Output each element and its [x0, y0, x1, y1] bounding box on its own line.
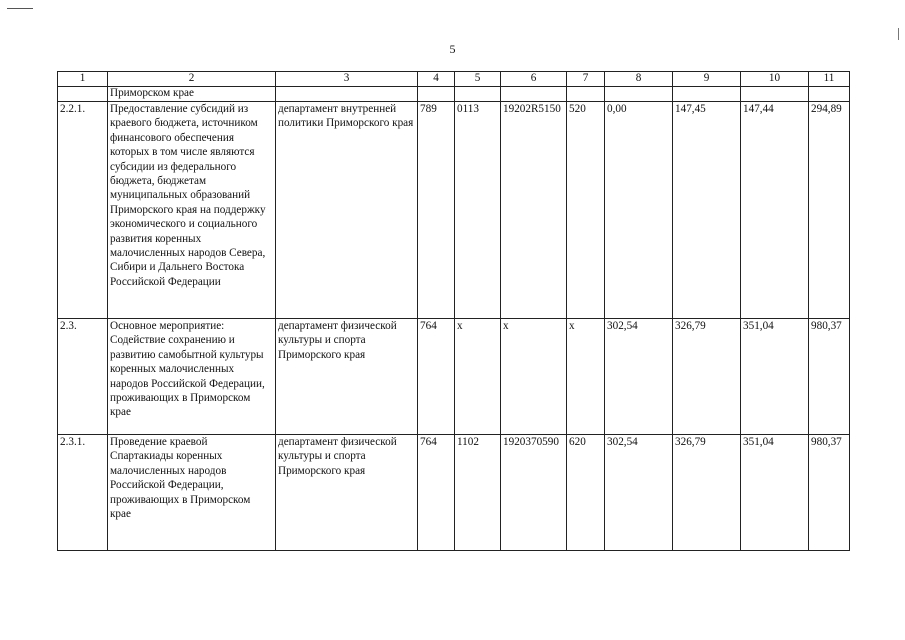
column-header: 2: [108, 72, 276, 87]
row-code: 2.3.1.: [58, 435, 108, 551]
row-value-11: 980,37: [809, 319, 850, 435]
table-row: [58, 435, 850, 551]
row-value-10: 351,04: [741, 319, 809, 435]
continuation-row: [58, 87, 850, 102]
row-grbs: 764: [418, 435, 455, 551]
row-value-11: 294,89: [809, 102, 850, 319]
column-header: 5: [455, 72, 501, 87]
budget-table: [57, 71, 850, 551]
row-executor: департамент физической культуры и спорта Приморского края: [276, 435, 418, 551]
table-header-row: [58, 72, 850, 87]
row-value-9: 147,45: [673, 102, 741, 319]
row-value-8: 0,00: [605, 102, 673, 319]
row-name: Проведение краевой Спартакиады коренных малочисленных народов Российской Федерации, проживающих в Приморском крае: [108, 435, 276, 551]
row-grbs: 789: [418, 102, 455, 319]
row-name: Предоставление субсидий из краевого бюджета, источником финансового обеспечения которых в том числе являются субсидии из федерального бюджета, бюджетам муниципальных образований Приморского края на поддержку экономического и социального развития коренных малочисленных народов Севера, Сибири и Дальнего Востока Российской Федерации: [108, 102, 276, 319]
column-header: 8: [605, 72, 673, 87]
table-row: [58, 319, 850, 435]
column-header: 7: [567, 72, 605, 87]
column-header: 11: [809, 72, 850, 87]
row-csr: 1920370590: [501, 435, 567, 551]
row-csr: x: [501, 319, 567, 435]
table-row: [58, 102, 850, 319]
row-vr: x: [567, 319, 605, 435]
row-value-9: 326,79: [673, 319, 741, 435]
row-rzpr: 0113: [455, 102, 501, 319]
row-value-8: 302,54: [605, 319, 673, 435]
row-executor: департамент физической культуры и спорта Приморского края: [276, 319, 418, 435]
column-header: 10: [741, 72, 809, 87]
row-rzpr: 1102: [455, 435, 501, 551]
row-code: 2.2.1.: [58, 102, 108, 319]
row-executor: департамент внутренней политики Приморского края: [276, 102, 418, 319]
row-code: 2.3.: [58, 319, 108, 435]
column-header: 6: [501, 72, 567, 87]
column-header: 4: [418, 72, 455, 87]
row-grbs: 764: [418, 319, 455, 435]
row-vr: 520: [567, 102, 605, 319]
scan-edge-mark: [898, 28, 899, 40]
row-csr: 19202R5150: [501, 102, 567, 319]
row-value-9: 326,79: [673, 435, 741, 551]
scan-corner-mark: [7, 8, 33, 9]
column-header: 1: [58, 72, 108, 87]
page-number: 5: [449, 42, 456, 56]
continuation-text: Приморском крае: [108, 87, 276, 102]
column-header: 3: [276, 72, 418, 87]
row-value-10: 147,44: [741, 102, 809, 319]
row-value-8: 302,54: [605, 435, 673, 551]
row-rzpr: x: [455, 319, 501, 435]
row-value-11: 980,37: [809, 435, 850, 551]
row-value-10: 351,04: [741, 435, 809, 551]
row-name: Основное мероприятие: Содействие сохранению и развитию самобытной культуры коренных малочисленных народов Российской Федерации, проживающих в Приморском крае: [108, 319, 276, 435]
column-header: 9: [673, 72, 741, 87]
row-vr: 620: [567, 435, 605, 551]
